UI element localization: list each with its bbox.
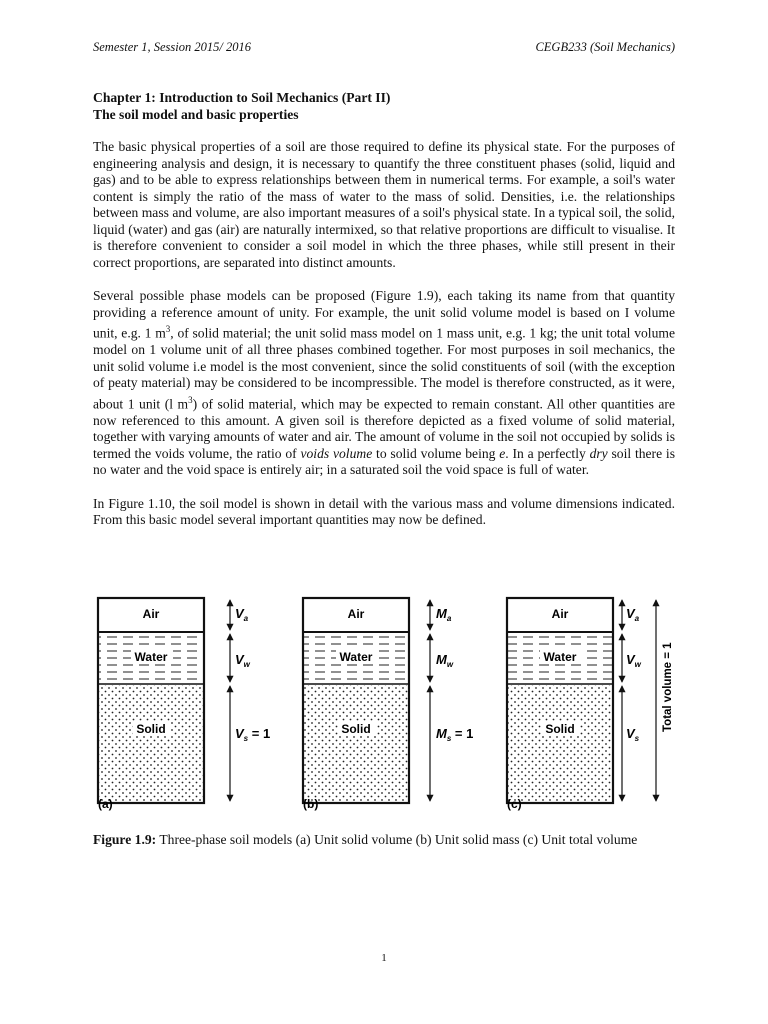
panel-c <box>507 598 674 811</box>
title-block <box>93 89 675 123</box>
solid-label: Solid <box>341 722 371 736</box>
svg-text:Vw: $V_w$ <box>235 652 250 669</box>
panel-a-label: (a) <box>98 797 113 811</box>
panel-c-label: (c) <box>507 797 522 811</box>
svg-text:Ms = 1: $M_s = 1$ <box>436 726 474 743</box>
dim-vw: V <box>235 652 244 667</box>
paragraph-1: The basic physical properties of a soil are those required to define its physical state. For the purposes of engineering analysis and design, it is necessary to quantify the three constituent phases (solid, liquid and gas) and to be able to express relationships between them in numerical terms. For example, a soil's water content is simply the ratio of the mass of water to the mass of solid. Densities, i.e. the relationships between mass and volume, are also important measures of a soil's physical state. In a typical soil, the solid, liquid (water) and gas (air) are naturally intermixed, so that relative proportions are difficult to visualise. It is therefore convenient to consider a soil model in which the three phases, while still present in their correct proportions, are separated into distinct amounts. <box>93 139 675 270</box>
svg-text:Ma: $M_a$ <box>436 606 452 623</box>
header-right: CEGB233 (Soil Mechanics) <box>535 40 675 54</box>
figure-caption: Figure 1.9: Three-phase soil models (a) Unit solid volume (b) Unit solid mass (c) Unit total volume <box>93 832 638 847</box>
panel-b <box>303 598 473 811</box>
svg-text:Va: $V_a$ <box>626 606 640 623</box>
total-volume-label: Total volume = 1 <box>662 642 674 732</box>
dim-ma: M <box>436 606 447 621</box>
panel-a <box>98 598 270 811</box>
svg-text:Vs: $V_s$ <box>626 726 640 743</box>
air-label: Air <box>347 607 365 621</box>
dim-ms: M <box>436 726 447 741</box>
paragraph-3: In Figure 1.10, the soil model is shown in detail with the various mass and volume dimensions indicated. From this basic model several important quantities may now be defined. <box>93 495 675 528</box>
solid-label: Solid <box>545 722 575 736</box>
dim-va: V <box>235 606 244 621</box>
water-label: Water <box>339 650 373 664</box>
solid-label: Solid <box>136 722 166 736</box>
paragraph-2: Several possible phase models can be proposed (Figure 1.9), each taking its name from that quantity providing a reference amount of unity. For example, the unit solid volume model is based on I volume unit, e.g. 1 $m^3$, of solid material; the unit solid mass model on 1 mass unit, e.g. 1 kg; the unit total volume model on 1 volume unit of all three phases combined together. For most purposes in soil mechanics, the unit solid volume i.e model is the most convenient, since the solid constituents of soil (with the exception of peaty material) may be considered to be incompressible. The model is therefore constructed, as it were, about 1 unit (l $m^3$) of solid material, which may be expected to remain constant. All other quantities are now referenced to this amount. A given soil is therefore depicted as a fixed volume of solid material, together with varying amounts of water and air. The amount of volume in the soil not occupied by solids is termed the voids volume, the ratio of voids volume to solid volume being e. In a perfectly dry soil there is no water and the void space is entirely air; in a saturated soil the void space is full of water. <box>93 288 675 478</box>
dim-mw: M <box>436 652 447 667</box>
water-label: Water <box>543 650 577 664</box>
page-number: 1 <box>381 952 387 964</box>
air-label: Air <box>142 607 160 621</box>
section-title: The soil model and basic properties <box>93 107 299 122</box>
water-label: Water <box>134 650 168 664</box>
dim-va: V <box>626 606 635 621</box>
panel-b-label: (b) <box>303 797 319 811</box>
dim-vs: V <box>235 726 244 741</box>
dim-vs: V <box>626 726 635 741</box>
svg-text:Vw: $V_w$ <box>626 652 641 669</box>
phase-model-figure <box>90 592 690 817</box>
header-left: Semester 1, Session 2015/ 2016 <box>93 40 251 54</box>
svg-text:Vs = 1: $V_s = 1$ <box>235 726 271 743</box>
dim-vw: V <box>626 652 635 667</box>
svg-text:Va: $V_a$ <box>235 606 249 623</box>
svg-text:Mw: $M_w$ <box>436 652 454 669</box>
document-body <box>93 89 675 529</box>
chapter-title: Chapter 1: Introduction to Soil Mechanics (Part II) <box>93 90 391 105</box>
air-label: Air <box>551 607 569 621</box>
